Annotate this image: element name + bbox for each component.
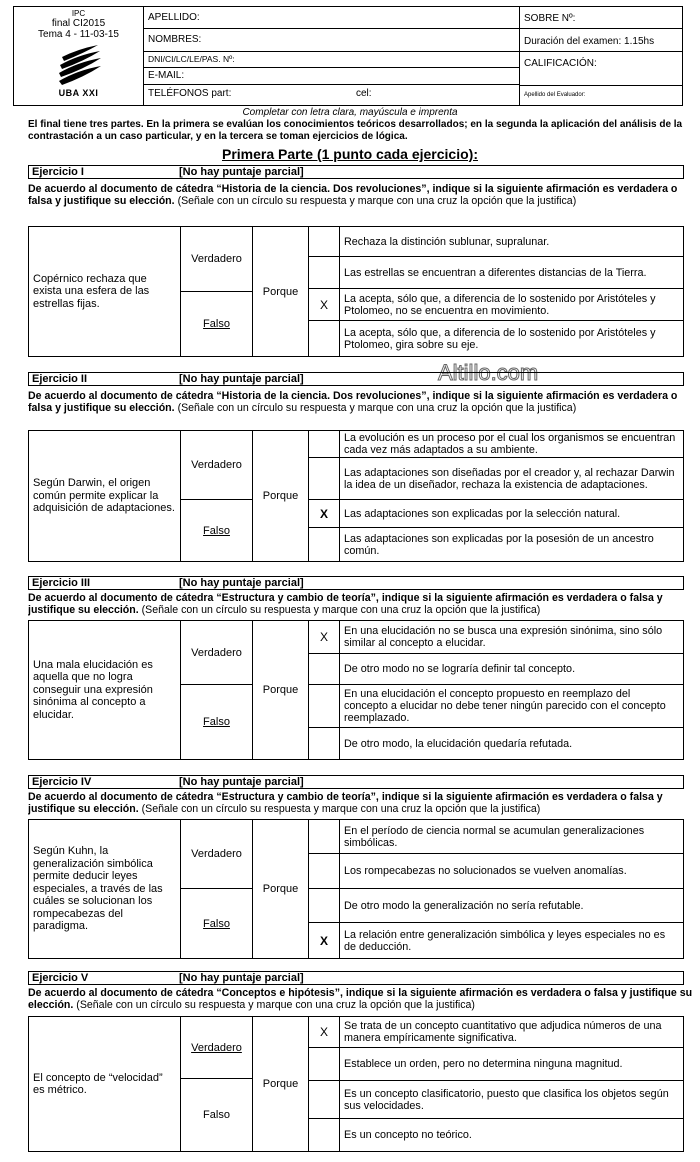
exercise-1-reason-1-text: Rechaza la distinción sublunar, supralunar. [344,235,550,248]
exercise-5-reason-2[interactable] [309,1048,683,1081]
exercise-3-statement: Una mala elucidación es aquella que no logra conseguir una expresión sinónima al concepto a elucidar. [29,621,181,759]
exercise-4-prompt-tail: indique si la siguiente afirmación es verdadera o falsa y justifique su elección. [28,791,663,815]
exercise-4-reason-2-text: Los rompecabezas no solucionados se vuelven anomalías. [344,865,627,877]
header-admin-fields [520,7,682,105]
exercise-2-prompt-paren: (Señale con un círculo su respuesta y marque con una cruz la opción que la justifica) [177,402,577,414]
exercise-3-mark-1[interactable]: X [309,621,340,653]
exercise-4-grid [28,819,684,959]
exercise-1-statement: Copérnico rechaza que exista una esfera de las estrellas fijas. [29,227,181,356]
exercise-1-reason-4[interactable] [309,321,683,356]
exercise-1-reason-2-text: Las estrellas se encuentran a diferentes distancias de la Tierra. [344,266,647,279]
exam-header [13,6,683,106]
exercise-3-reason-4-text: De otro modo, la elucidación quedaría refutada. [344,737,573,750]
exercise-4-mark-2[interactable] [309,854,340,888]
exercise-1-reasons [309,227,683,356]
exercise-3-reason-3-text: En una elucidación el concepto propuesto en reemplazo del concepto a elucidar no debe tener ningún parecido con el concepto reemplazado. [344,688,666,724]
field-calificacion[interactable]: CALIFICACIÓN: [524,58,597,69]
exercise-3-reason-3[interactable] [309,685,683,728]
exercise-2-prompt-tail: indique si la siguiente afirmación es verdadera o falsa y justifique su elección. [28,390,678,414]
field-telefonos-label: TELÉFONOS part: [148,88,232,99]
exercise-1-reason-3-text: La acepta, sólo que, a diferencia de lo sostenido por Aristóteles y Ptolomeo, no se encuentra en movimiento. [344,292,656,317]
field-cel-label: cel: [356,88,372,99]
exercise-2-reason-1-text: La evolución es un proceso por el cual los organismos se encuentran cada vez más adaptados a su ambiente. [344,432,676,456]
exercise-4-reason-1-text: En el período de ciencia normal se acumulan generalizaciones simbólicas. [344,824,645,849]
exercise-1-porque: Porque [253,227,309,356]
part-title: Primera Parte (1 punto cada ejercicio): [222,146,478,162]
field-nombres[interactable]: NOMBRES: [144,29,519,52]
exercise-1-header [28,165,684,179]
exercise-4-doc: De acuerdo al documento de cátedra “Estructura y cambio de teoría”, [28,791,379,803]
exercise-5-prompt-tail: indique si la siguiente afirmación es verdadera o falsa y justifique su elección. [28,987,693,1011]
exercise-5-verdadero-label: Verdadero [191,1041,242,1054]
field-sobre[interactable]: SOBRE Nº: [520,7,682,29]
field-duracion: Duración del examen: 1.15hs [520,29,682,52]
exercise-2-option-verdadero[interactable] [181,431,253,500]
exercise-4-reason-4-text: La relación entre generalización simbólica y leyes especiales no es de deducción. [344,928,666,953]
exercise-1-mark-4[interactable] [309,321,340,356]
exercise-3-mark-2[interactable] [309,654,340,684]
exercise-5-reason-2-text: Establece un orden, pero no determina ninguna magnitud. [344,1058,623,1070]
exercise-3-reasons [309,621,683,759]
exercise-1-reason-3[interactable] [309,289,683,321]
exercise-1-grid [28,226,684,357]
exercise-3-mark-3[interactable] [309,685,340,727]
exercise-5-reason-3-text: Es un concepto clasificatorio, puesto que clasifica los objetos según sus velocidades. [344,1087,669,1112]
exercise-3-prompt-paren: (Señale con un círculo su respuesta y marque con una cruz la opción que la justifica) [141,604,541,616]
exercise-3-reason-2-text: De otro modo no se lograría definir tal concepto. [344,663,576,675]
exercise-3-falso-label: Falso [203,716,230,728]
exercise-4-reasons [309,820,683,958]
field-evaluador[interactable]: Apellido del Evaluador: [520,85,682,103]
exercise-3-prompt-tail: indique si la siguiente afirmación es verdadera o falsa y justifique su elección. [28,592,663,616]
exercise-5-falso-label: Falso [203,1109,230,1121]
exercise-1-prompt-tail: indique si la siguiente afirmación es verdadera o falsa y justifique su elección. [28,183,678,207]
exercise-4-reason-2[interactable] [309,854,683,889]
exercise-1-verdadero-label: Verdadero [191,253,242,265]
exercise-4-reason-3[interactable] [309,889,683,923]
exercise-4-header [28,775,684,789]
exercise-5-mark-3[interactable] [309,1081,340,1118]
exercise-5-title: Ejercicio V [32,972,89,984]
exercise-5-reason-4[interactable] [309,1119,683,1151]
exercise-3-prompt [28,592,700,618]
exercise-2-no-partial: [No hay puntaje parcial] [179,373,304,385]
exercise-4-porque: Porque [253,820,309,958]
exercise-4-mark-4[interactable]: X [309,923,340,958]
exercise-5-mark-2[interactable] [309,1048,340,1080]
exercise-3-grid [28,620,684,760]
exercise-1-prompt-paren: (Señale con un círculo su respuesta y marque con una cruz la opción que la justifica) [177,195,577,207]
field-dni[interactable]: DNI/CI/LC/LE/PAS. Nº: [144,52,519,68]
exercise-5-reasons [309,1017,683,1151]
header-ipc: IPC [71,9,86,18]
exercise-3-porque: Porque [253,621,309,759]
exercise-5-option-falso[interactable] [181,1079,253,1151]
exercise-2-verdadero-label: Verdadero [191,459,242,471]
exercise-2-reasons [309,431,683,561]
exercise-4-falso-label: Falso [203,917,230,930]
watermark: Altillo.com [438,360,539,385]
exercise-5-porque: Porque [253,1017,309,1151]
exercise-5-mark-4[interactable] [309,1119,340,1151]
exercise-1-option-verdadero[interactable] [181,227,253,292]
exercise-4-reason-4[interactable] [309,923,683,958]
exercise-2-grid [28,430,684,562]
exercise-5-statement: El concepto de “velocidad” es métrico. [29,1017,181,1151]
exercise-2-reason-3[interactable] [309,500,683,528]
exercise-4-statement: Según Kuhn, la generalización simbólica permite deducir leyes especiales, a través de las cuáles se solucionan los rompecabezas del paradigma. [29,820,181,958]
exercise-1-mark-1[interactable] [309,227,340,256]
exercise-2-title: Ejercicio II [32,373,88,385]
header-logo-block [14,7,144,105]
field-telefonos[interactable] [144,85,519,103]
exercise-2-doc: De acuerdo al documento de cátedra “Historia de la ciencia. Dos revoluciones”, [28,390,430,402]
exercise-3-header [28,576,684,590]
exercise-5-option-verdadero[interactable] [181,1017,253,1079]
exercise-3-option-falso[interactable] [181,685,253,759]
header-tema: Tema 4 - 11-03-15 [38,29,119,40]
exercise-5-reason-1[interactable] [309,1017,683,1048]
exercise-1-option-falso[interactable] [181,292,253,356]
intro-text: El final tiene tres partes. En la primera se evalúan los conocimientos teóricos desarrollados; en la segunda la aplicación del análisis de la contrastación a un caso particular, y en la tercera se toman ejercicios de lógica. [28,119,683,142]
exercise-4-option-verdadero[interactable] [181,820,253,889]
exercise-4-reason-3-text: De otro modo la generalización no sería refutable. [344,899,584,912]
exercise-3-mark-4[interactable] [309,728,340,759]
exercise-4-no-partial: [No hay puntaje parcial] [179,776,304,788]
exercise-3-option-verdadero[interactable] [181,621,253,685]
exercise-4-prompt-paren: (Señale con un círculo su respuesta y marque con una cruz la opción que la justifica) [141,803,541,815]
exercise-5-reason-1-text: Se trata de un concepto cuantitativo que adjudica números de una manera empíricamente significativa. [344,1020,662,1044]
exercise-4-mark-1[interactable] [309,820,340,853]
instruction-text: Completar con letra clara, mayúscula e imprenta [242,107,458,118]
header-final: final CI2015 [51,18,106,29]
exercise-2-reason-3-text: Las adaptaciones son explicadas por la selección natural. [344,507,621,520]
exercise-5-no-partial: [No hay puntaje parcial] [179,972,304,984]
exercise-3-reason-1[interactable] [309,621,683,654]
exercise-4-reason-1[interactable] [309,820,683,854]
exercise-2-reason-4[interactable] [309,528,683,561]
exercise-3-no-partial: [No hay puntaje parcial] [179,577,304,589]
exercise-3-doc: De acuerdo al documento de cátedra “Estructura y cambio de teoría”, [28,592,379,604]
exercise-2-reason-1[interactable] [309,431,683,458]
exercise-1-title: Ejercicio I [32,166,84,178]
exercise-5-reason-4-text: Es un concepto no teórico. [344,1129,472,1141]
exercise-1-reason-1[interactable] [309,227,683,257]
header-uba: UBA XXI [58,88,99,98]
exercise-4-title: Ejercicio IV [32,776,92,788]
field-apellido[interactable]: APELLIDO: [144,7,519,29]
exercise-1-doc: De acuerdo al documento de cátedra “Historia de la ciencia. Dos revoluciones”, [28,183,430,195]
exercise-5-prompt-paren: (Señale con un círculo su respuesta y marque con una cruz la opción que la justifica) [76,999,475,1011]
exercise-3-reason-1-text: En una elucidación no se busca una expresión sinónima, sino sólo similar al concepto a elucidar. [344,625,663,649]
exercise-2-prompt [28,390,700,428]
header-student-fields [144,7,520,105]
exercise-2-reason-4-text: Las adaptaciones son explicadas por la posesión de un ancestro común. [344,532,654,557]
exercise-2-falso-label: Falso [203,524,230,537]
exercise-2-mark-1[interactable] [309,431,340,457]
exercise-4-verdadero-label: Verdadero [191,848,242,860]
exercise-5-prompt [28,987,700,1013]
exercise-2-option-falso[interactable] [181,500,253,561]
exercise-1-mark-3[interactable]: X [309,289,340,320]
exercise-1-falso-label: Falso [203,318,230,330]
exercise-5-mark-1[interactable]: X [309,1017,340,1047]
exercise-1-reason-2[interactable] [309,257,683,289]
exercise-3-reason-4[interactable] [309,728,683,759]
exercise-4-mark-3[interactable] [309,889,340,922]
exercise-3-title: Ejercicio III [32,577,91,589]
exercise-2-reason-2-text: Las adaptaciones son diseñadas por el creador y, al rechazar Darwin la idea de un diseñador, rechaza la existencia de adaptaciones. [344,466,675,491]
exercise-1-prompt [28,183,700,221]
exercise-1-no-partial: [No hay puntaje parcial] [179,166,304,178]
exercise-2-header [28,372,684,386]
exercise-3-reason-2[interactable] [309,654,683,685]
exercise-5-reason-3[interactable] [309,1081,683,1119]
exercise-1-mark-2[interactable] [309,257,340,288]
exercise-4-option-falso[interactable] [181,889,253,958]
exercise-5-doc: De acuerdo al documento de cátedra “Conceptos e hipótesis”, [28,987,343,999]
exercise-5-grid [28,1016,684,1152]
exercise-4-prompt [28,791,700,817]
exercise-2-mark-3[interactable]: X [309,500,340,527]
exercise-2-reason-2[interactable] [309,458,683,500]
uba-logo-icon [56,43,102,87]
exercise-2-mark-2[interactable] [309,458,340,499]
exercise-2-porque: Porque [253,431,309,561]
field-email[interactable]: E-MAIL: [144,68,519,85]
exercise-3-verdadero-label: Verdadero [191,646,242,659]
exercise-2-statement: Según Darwin, el origen común permite explicar la adquisición de adaptaciones. [29,431,181,561]
exercise-1-reason-4-text: La acepta, sólo que, a diferencia de lo sostenido por Aristóteles y Ptolomeo, gira sobre su eje. [344,326,656,351]
exercise-5-header [28,971,684,985]
exercise-2-mark-4[interactable] [309,528,340,561]
